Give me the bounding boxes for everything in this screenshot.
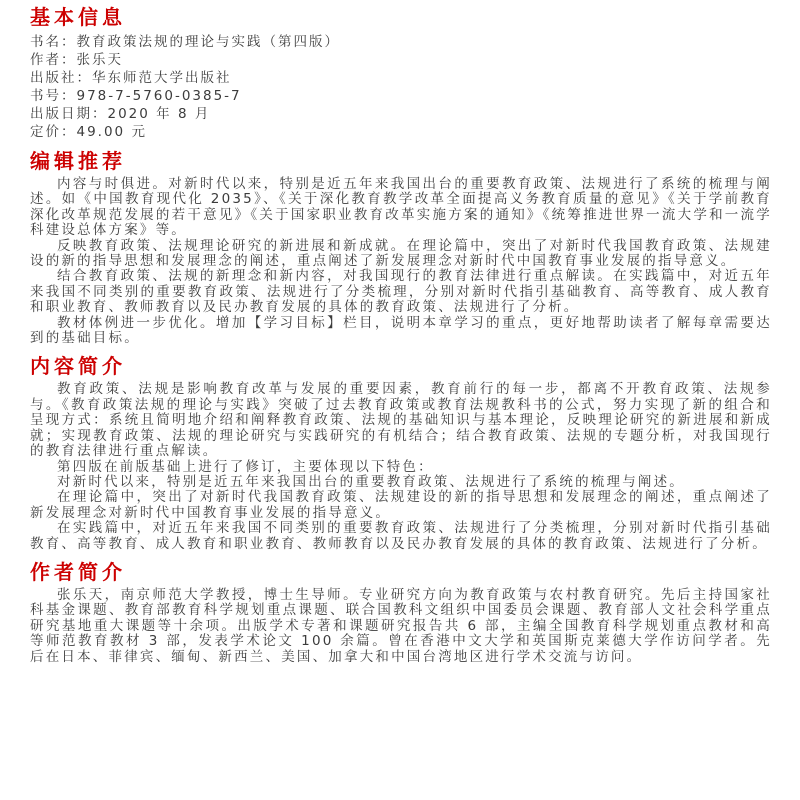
info-line-publisher: 出版社：华东师范大学出版社 (30, 70, 232, 86)
info-line-isbn: 书号：978-7-5760-0385-7 (30, 88, 242, 104)
author-bio-title: 作者简介 (30, 559, 126, 584)
content-summary-paragraph: 教育政策、法规是影响教育改革与发展的重要因素，教育前行的每一步，都离不开教育政策、法规参与。《教育政策法规的理论与实践》突破了过去教育政策或教育法规教科书的公式，努力实现了新的组合和呈现方式：系统且简明地介绍和阐释教育政策、法规的基础知识与基本理论，反映理论研究的新进展和新成就；实现教育政策、法规的理论研究与实践研究的有机结合；结合教育政策、法规的专题分析，对我国现行的教育法律进行重点解读。 (30, 381, 772, 460)
editor-recommendation-title: 编辑推荐 (30, 149, 126, 173)
content-summary-paragraph: 第四版在前版基础上进行了修订，主要体现以下特色： (57, 458, 434, 475)
content-summary-paragraph: 在理论篇中，突出了对新时代我国教育政策、法规建设的新的指导思想和发展理念的阐述，重点阐述了新发展理念对新时代中国教育事业发展的指导意义。 (30, 489, 772, 521)
basic-info-title: 基本信息 (30, 5, 126, 29)
basic-info-block (30, 33, 772, 141)
editor-recommendation-paragraph: 内容与时俱进。对新时代以来，特别是近五年来我国出台的重要教育政策、法规进行了系统的梳理与阐述。如《中国教育现代化 2035》、《关于深化教育教学改革全面提高义务教育质量的意见》《关于学前教育深化改革规范发展的若干意见》《关于国家职业教育改革实施方案的通知》《统筹推进世界一流大学和一流学科建设总体方案》等。 (30, 176, 772, 239)
section-basic-info (30, 6, 772, 141)
info-line-author: 作者：张乐天 (30, 52, 123, 68)
content-summary-paragraph: 在实践篇中，对近五年来我国不同类别的重要教育政策、法规进行了分类梳理，分别对新时代指引基础教育、高等教育、成人教育和职业教育、教师教育以及民办教育发展的具体的教育政策、法规进行了分析。 (30, 520, 772, 552)
section-content-summary (30, 355, 772, 551)
content-summary-title: 内容简介 (30, 354, 126, 379)
info-line-publish-date: 出版日期：2020 年 8 月 (30, 106, 211, 122)
section-author-bio (30, 561, 772, 665)
section-editor-recommendation (30, 150, 772, 346)
info-line-book-title: 书名：教育政策法规的理论与实践（第四版） (30, 34, 340, 50)
editor-recommendation-paragraph: 教材体例进一步优化。增加【学习目标】栏目，说明本章学习的重点，更好地帮助读者了解每章需要达到的基础目标。 (30, 314, 772, 347)
editor-recommendation-paragraph: 结合教育政策、法规的新理念和新内容，对我国现行的教育法律进行重点解读。在实践篇中，对近五年来我国不同类别的重要教育政策、法规进行了分类梳理，分别对新时代指引基础教育、高等教育、成人教育和职业教育、教师教育以及民办教育发展的具体的教育政策、法规进行了分析。 (30, 268, 772, 316)
editor-recommendation-paragraph: 反映教育政策、法规理论研究的新进展和新成就。在理论篇中，突出了对新时代我国教育政策、法规建设的新的指导思想和发展理念的阐述，重点阐述了新发展理念对新时代中国教育事业发展的指导意义。 (30, 237, 772, 270)
content-summary-paragraph: 对新时代以来，特别是近五年来我国出台的重要教育政策、法规进行了系统的梳理与阐述。 (57, 473, 685, 490)
info-line-price: 定价：49.00 元 (30, 124, 147, 140)
author-bio-paragraph: 张乐天，南京师范大学教授，博士生导师。专业研究方向为教育政策与农村教育研究。先后主持国家社科基金课题、教育部教育科学规划重点课题、联合国教科文组织中国委员会课题、教育部人文社会科学重点研究基地重大课题等十余项。出版学术专著和课题研究报告共 6 部，主编全国教育科学规划重点教材和高等师范教育教材 3 部，发表学术论文 100 余篇。曾在香港中文大学和英国斯克莱德大学作访问学者。先后在日本、菲律宾、缅甸、新西兰、美国、加拿大和中国台湾地区进行学术交流与访问。 (30, 586, 772, 665)
